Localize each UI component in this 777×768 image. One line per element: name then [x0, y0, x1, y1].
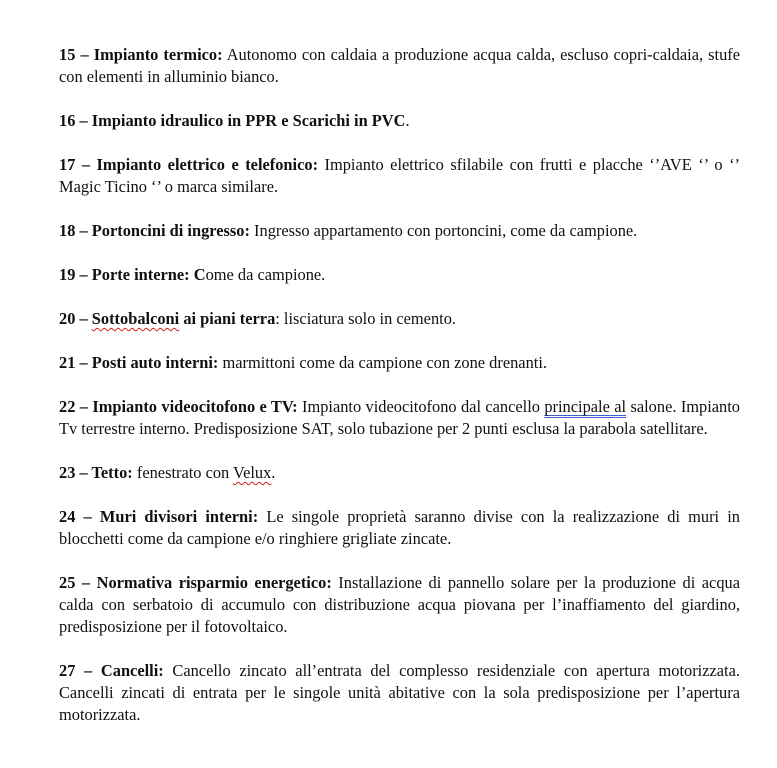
item-body: Le singole proprietà saranno divise con la realizzazione di muri in blocchetti come da campione e/o ringhiere grigliate zincate. [59, 507, 740, 548]
spec-item-23 [59, 462, 740, 484]
spelling-flagged-word: Sottobalconi [91, 309, 180, 328]
spec-item-19 [59, 264, 740, 286]
item-heading: 18 – Portoncini di ingresso: [59, 221, 250, 240]
spec-item-18 [59, 220, 740, 242]
item-body-start: fenestrato con [132, 463, 234, 482]
grammar-flagged-text: principale al [544, 397, 627, 416]
spec-item-17 [59, 154, 740, 198]
item-body: Impianto elettrico sfilabile con frutti e placche ‘’AVE ‘’ o ‘’ Magic Ticino ‘’ o marca similare. [59, 155, 740, 196]
item-body: Autonomo con caldaia a produzione acqua calda, escluso copri-caldaia, stufe con elementi in alluminio bianco. [59, 45, 740, 86]
item-body: . [405, 111, 410, 130]
spec-item-20 [59, 308, 740, 330]
spec-item-21 [59, 352, 740, 374]
heading-prefix: 20 – [59, 309, 92, 328]
item-body: ome da campione. [205, 265, 326, 284]
item-heading: 16 – Impianto idraulico in PPR e Scarichi in PVC [59, 111, 406, 130]
item-heading: 24 – Muri divisori interni: [59, 507, 259, 526]
item-heading [59, 309, 275, 328]
item-heading: 15 – Impianto termico: [59, 45, 223, 64]
item-heading: 21 – Posti auto interni: [59, 353, 219, 372]
item-heading: 22 – Impianto videocitofono e TV: [59, 397, 298, 416]
spec-item-15 [59, 44, 740, 88]
document-page [59, 44, 740, 748]
item-heading: 27 – Cancelli: [59, 661, 164, 680]
spec-item-22 [59, 396, 740, 440]
item-body: Ingresso appartamento con portoncini, come da campione. [249, 221, 638, 240]
item-heading: 17 – Impianto elettrico e telefonico: [59, 155, 319, 174]
heading-suffix: ai piani terra [179, 309, 276, 328]
item-body-end: . [271, 463, 276, 482]
item-body: marmittoni come da campione con zone drenanti. [218, 353, 547, 372]
item-heading: 19 – Porte interne: C [59, 265, 206, 284]
item-body-end: salone. Impianto Tv terrestre interno. Predisposizione SAT, solo tubazione per 2 punti esclusa la parabola satellitare. [59, 397, 740, 438]
spec-item-16 [59, 110, 740, 132]
spec-item-25 [59, 572, 740, 638]
item-body: Installazione di pannello solare per la produzione di acqua calda con serbatoio di accumulo con distribuzione acqua piovana per l’inaffiamento del giardino, predisposizione per il fotovoltaico. [59, 573, 740, 636]
spelling-flagged-word: Velux [233, 463, 272, 482]
item-body: Cancello zincato all’entrata del complesso residenziale con apertura motorizzata. Cancelli zincati di entrata per le singole unità abitative con la sola predisposizione per l’apertura motorizzata. [59, 661, 740, 724]
item-heading: 25 – Normativa risparmio energetico: [59, 573, 332, 592]
item-body-start: Impianto videocitofono dal cancello [297, 397, 545, 416]
item-body: : lisciatura solo in cemento. [275, 309, 456, 328]
spec-item-27 [59, 660, 740, 726]
item-heading: 23 – Tetto: [59, 463, 133, 482]
spec-item-24 [59, 506, 740, 550]
